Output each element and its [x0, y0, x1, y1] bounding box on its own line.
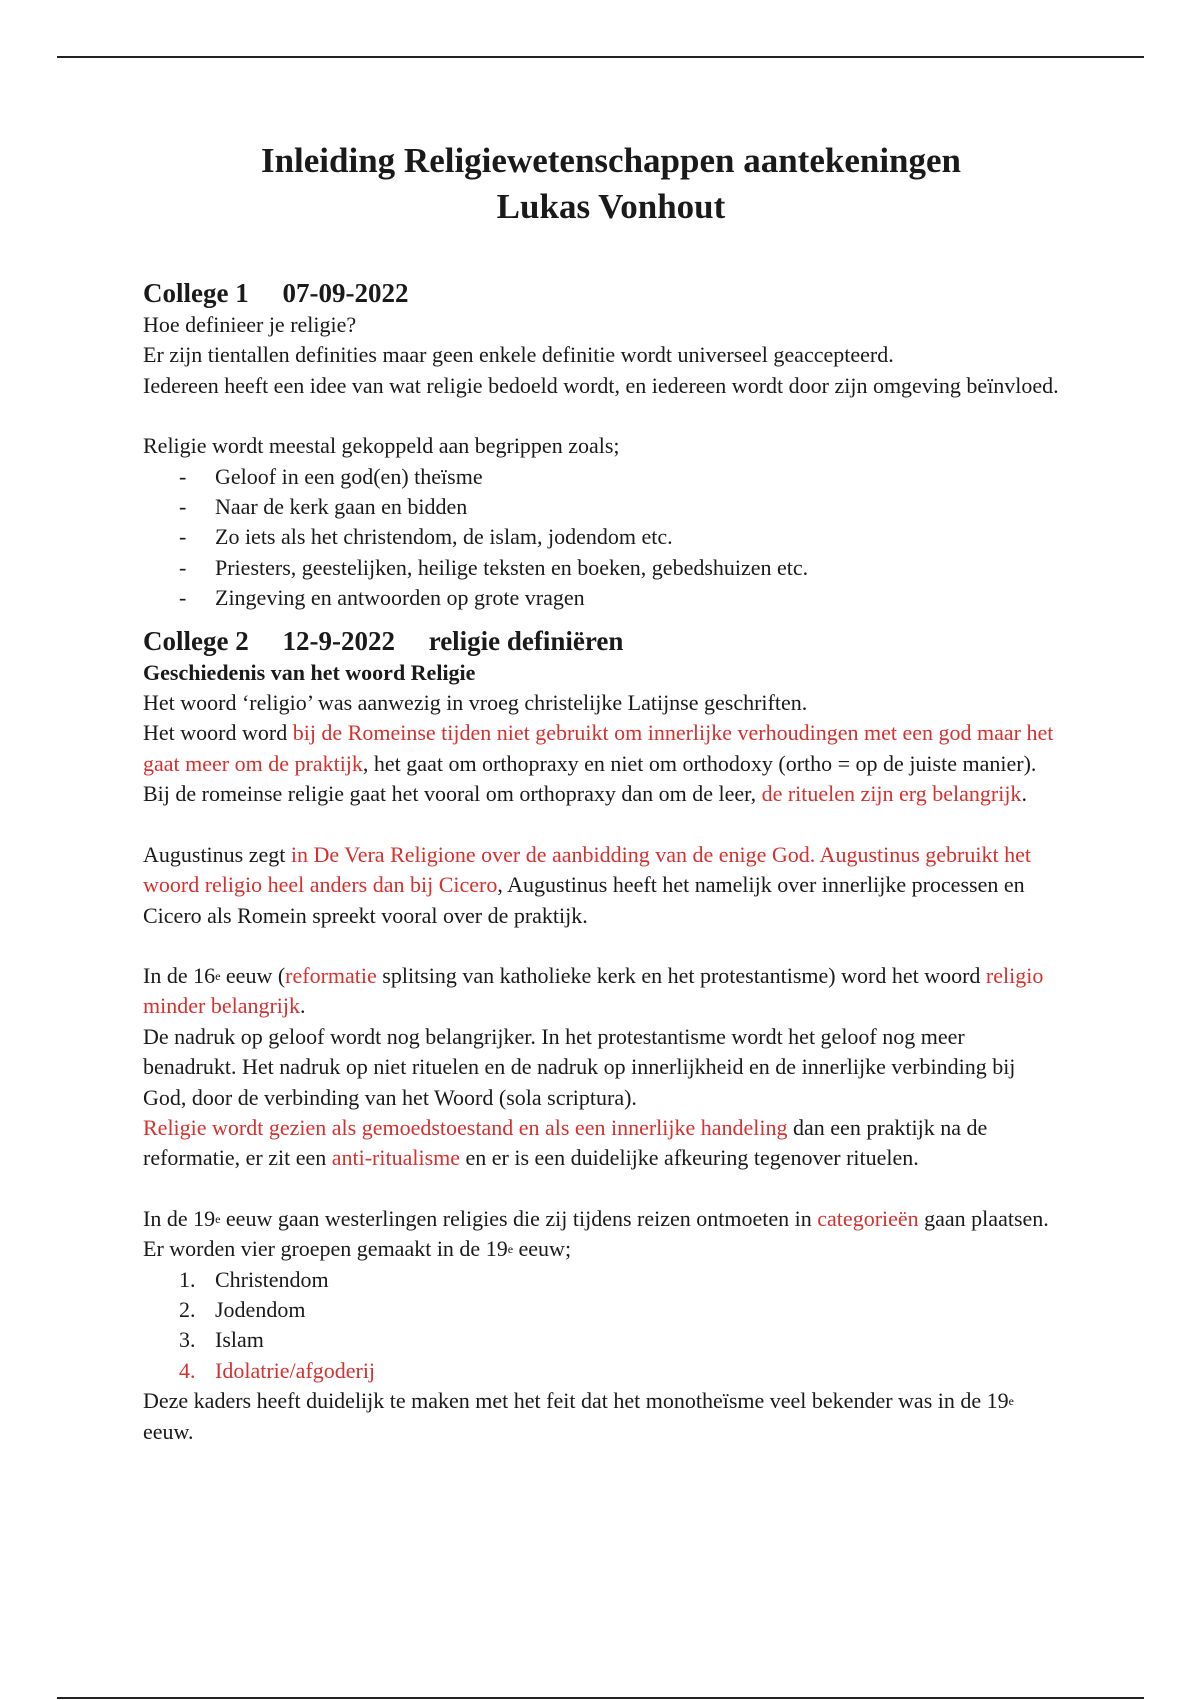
list-dash: -: [179, 585, 187, 611]
highlight: de rituelen zijn erg belangrijk: [761, 781, 1022, 807]
title-line-2: Lukas Vonhout: [496, 187, 726, 226]
highlight: bij de Romeinse tijden niet gebruikt om innerlijke verhoudingen met een god maar het gaat meer om de praktijk: [143, 720, 1054, 776]
list-item: - Priesters, geestelijken, heilige teksten en boeken, gebedshuizen etc.: [143, 553, 1063, 583]
list-intro: Religie wordt meestal gekoppeld aan begrippen zoals;: [143, 433, 620, 459]
college-1-heading: College 1 07-09-2022: [143, 278, 409, 308]
document-title: [143, 138, 1063, 230]
list-item: 1. Christendom: [179, 1266, 329, 1292]
paragraph: In de 19e eeuw gaan westerlingen religies die zij tijdens reizen ontmoeten in categorieën gaan plaatsen.: [143, 1205, 1049, 1231]
list-item: 3. Islam: [179, 1327, 264, 1353]
college-1-line: Er zijn tientallen definities maar geen enkele definitie wordt universeel geaccepteerd.: [143, 342, 894, 368]
list-item: - Geloof in een god(en) theïsme: [143, 462, 1063, 492]
concept-list: [143, 462, 1063, 614]
paragraph: Het woord ‘religio’ was aanwezig in vroeg christelijke Latijnse geschriften.: [143, 690, 808, 716]
paragraph: Deze kaders heeft duidelijk te maken met het feit dat het monotheïsme veel bekender was in de 19e eeuw.: [143, 1388, 1014, 1444]
list-dash: -: [179, 554, 187, 580]
college-1-line: Hoe definieer je religie?: [143, 312, 357, 337]
college-1-line: Iedereen heeft een idee van wat religie bedoeld wordt, en iedereen wordt door zijn omgeving beïnvloed.: [143, 372, 1059, 398]
document-body: [143, 138, 1063, 1447]
list-item: 2. Jodendom: [179, 1296, 306, 1322]
highlight: religio minder belangrijk: [143, 962, 1044, 1019]
college-2-heading: College 2 12-9-2022 religie definiëren: [143, 625, 624, 656]
list-dash: -: [179, 463, 187, 489]
groups-list: [143, 1265, 1063, 1387]
highlight: reformatie: [285, 962, 377, 988]
list-dash: -: [179, 524, 187, 550]
highlight: in De Vera Religione over de aanbidding van de enige God. Augustinus gebruikt het woord religio heel anders dan bij Cicero: [143, 841, 1031, 898]
paragraph: Er worden vier groepen gemaakt in de 19e eeuw;: [143, 1236, 572, 1262]
list-item: - Naar de kerk gaan en bidden: [143, 492, 1063, 522]
list-item: - Zo iets als het christendom, de islam, jodendom etc.: [143, 522, 1063, 552]
highlight: categorieën: [817, 1205, 919, 1231]
highlight: anti-ritualisme: [331, 1145, 461, 1171]
college-2-subheading: Geschiedenis van het woord Religie: [143, 659, 476, 685]
list-dash: -: [179, 494, 187, 520]
paragraph: In de 16e eeuw (reformatie splitsing van katholieke kerk en het protestantisme) word het woord religio minder belangrijk.: [143, 962, 1044, 1019]
paragraph: De nadruk op geloof wordt nog belangrijker. In het protestantisme wordt het geloof nog meer benadrukt. Het nadruk op niet rituelen en de nadruk op innerlijkheid en de innerlijke verbinding bij God, door de verbinding van het Woord (sola scriptura).: [143, 1023, 1016, 1110]
top-rule: [57, 56, 1144, 58]
paragraph: Augustinus zegt in De Vera Religione over de aanbidding van de enige God. Augustinus gebruikt het woord religio heel anders dan bij Cicero, Augustinus heeft het namelijk over innerlijke processen en Cicero als Romein spreekt vooral over de praktijk.: [143, 841, 1031, 928]
title-line-1: Inleiding Religiewetenschappen aantekeningen: [260, 141, 962, 180]
paragraph: Religie wordt gezien als gemoedstoestand en als een innerlijke handeling dan een praktijk na de reformatie, er zit een anti-ritualisme en er is een duidelijke afkeuring tegenover rituelen.: [143, 1114, 988, 1171]
paragraph: Het woord word bij de Romeinse tijden niet gebruikt om innerlijke verhoudingen met een god maar het gaat meer om de praktijk, het gaat om orthopraxy en niet om orthodoxy (ortho = op de juiste manier). Bij de romeinse religie gaat het vooral om orthopraxy dan om de leer, de rituelen zijn erg belangrijk.: [143, 720, 1054, 807]
list-item: 4. Idolatrie/afgoderij: [179, 1357, 376, 1383]
list-item: - Zingeving en antwoorden op grote vragen: [143, 583, 1063, 613]
highlight: Religie wordt gezien als gemoedstoestand en als een innerlijke handeling: [143, 1114, 788, 1140]
bottom-rule: [57, 1697, 1144, 1699]
